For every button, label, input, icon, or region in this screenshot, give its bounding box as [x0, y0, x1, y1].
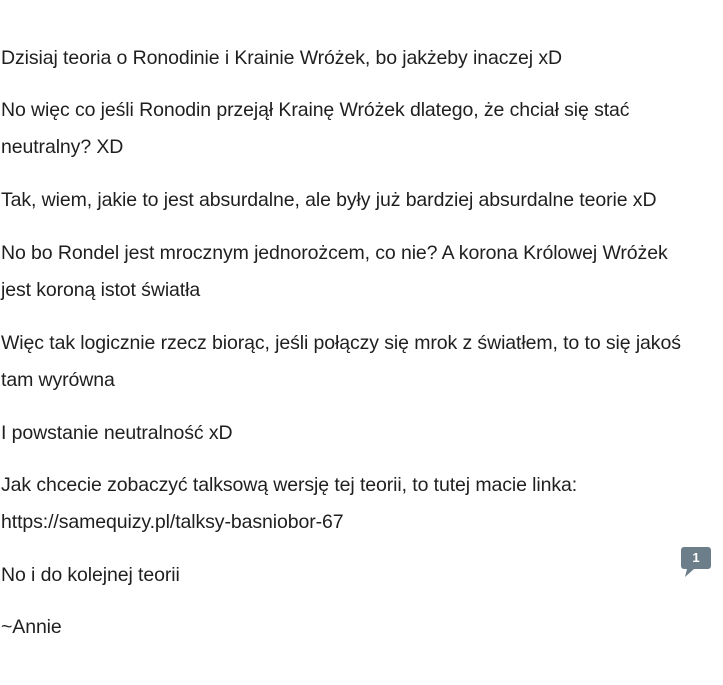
comment-count-button[interactable]	[681, 547, 711, 578]
talksy-link[interactable]: https://samequizy.pl/talksy-basniobor-67	[1, 511, 344, 533]
paragraph-logic: Więc tak logicznie rzecz biorąc, jeśli połączy się mrok z światłem, to to się jakoś tam wyrówna	[1, 332, 681, 391]
paragraph-link	[1, 467, 681, 541]
comment-count: 1	[692, 550, 700, 565]
paragraph-rondel: No bo Rondel jest mrocznym jednorożcem, co nie? A korona Królowej Wróżek jest koroną istot światła	[1, 242, 668, 301]
link-intro-text: Jak chcecie zobaczyć talksową wersję tej teorii, to tutej macie linka:	[1, 474, 578, 496]
paragraph-intro: Dzisiaj teoria o Ronodinie i Krainie Wróżek, bo jakżeby inaczej xD	[1, 47, 562, 69]
article-body	[1, 40, 681, 661]
paragraph-question: No więc co jeśli Ronodin przejął Krainę Wróżek dlatego, że chciał się stać neutralny? XD	[1, 99, 630, 158]
paragraph-absurd: Tak, wiem, jakie to jest absurdalne, ale były już bardziej absurdalne teorie xD	[1, 189, 657, 211]
paragraph-neutrality: I powstanie neutralność xD	[1, 422, 233, 444]
paragraph-next-theory: No i do kolejnej teorii	[1, 564, 180, 586]
signature: ~Annie	[1, 616, 62, 638]
